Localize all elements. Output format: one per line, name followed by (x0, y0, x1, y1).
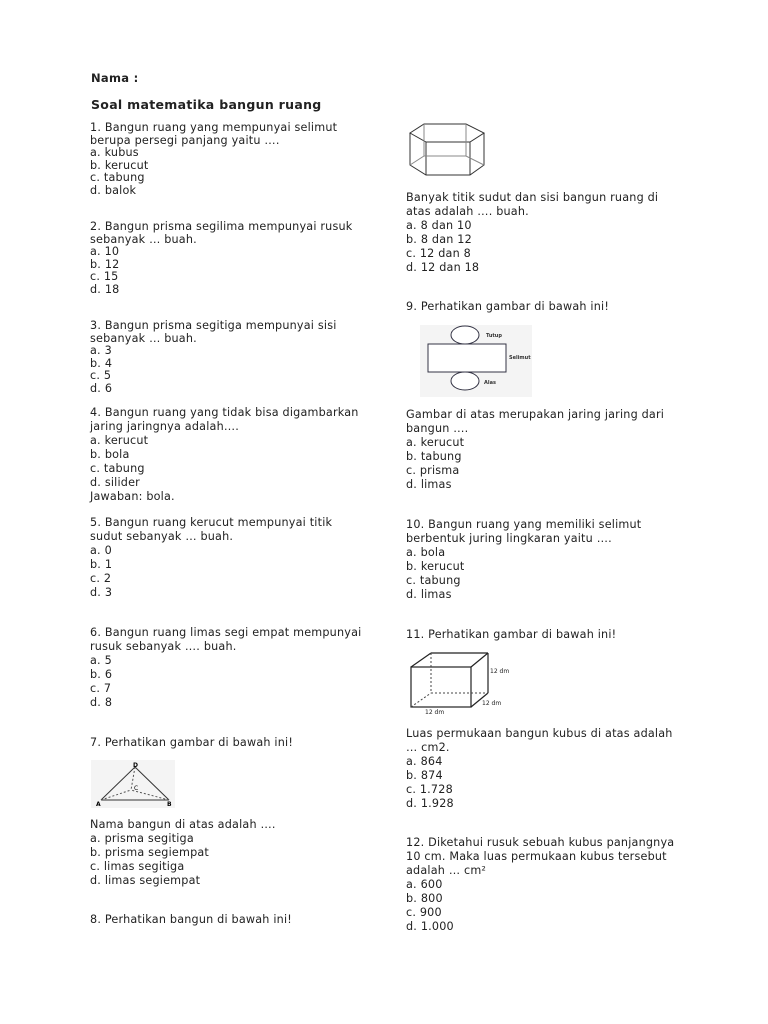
hexagonal-prism-figure (406, 120, 490, 180)
label-tutup: Tutup (486, 333, 502, 339)
option-b: b. 4 (90, 356, 113, 370)
question-10 (406, 518, 641, 602)
edge (411, 653, 431, 667)
option-b: b. kerucut (90, 158, 149, 172)
question-1 (90, 122, 337, 198)
question-text: … cm2. (406, 741, 450, 754)
option-a: a. kerucut (406, 436, 465, 449)
lateral-rectangle (428, 344, 506, 372)
question-text: 6. Bangun ruang limas segi empat mempunyai (90, 626, 362, 639)
option-d: d. 1.000 (406, 920, 454, 933)
option-c: c. limas segitiga (90, 860, 185, 873)
top-circle (451, 326, 479, 344)
option-d: d. 6 (90, 381, 113, 395)
question-text: sebanyak … buah. (90, 331, 197, 345)
question-text: sebanyak … buah. (90, 232, 197, 246)
cylinder-net-figure (420, 325, 532, 397)
name-label: Nama : (91, 71, 139, 85)
option-c: c. 15 (90, 270, 119, 284)
cube-figure (406, 650, 524, 718)
question-text: 3. Bangun prisma segitiga mempunyai sisi (90, 319, 337, 332)
label-height: 12 dm (490, 668, 510, 675)
label-width: 12 dm (425, 709, 445, 716)
option-b: b. kerucut (406, 560, 465, 573)
question-text: 1. Bangun ruang yang mempunyai selimut (90, 121, 338, 134)
question-text: adalah … cm² (406, 864, 487, 877)
option-a: a. prisma segitiga (90, 832, 194, 845)
option-c: c. 12 dan 8 (406, 247, 471, 260)
option-b: b. 800 (406, 892, 443, 905)
question-text: 4. Bangun ruang yang tidak bisa digambarkan (90, 406, 359, 419)
label-depth: 12 dm (482, 700, 502, 707)
option-c: c. 1.728 (406, 783, 453, 796)
front-face (411, 667, 471, 707)
question-text: Gambar di atas merupakan jaring jaring dari (406, 408, 665, 421)
option-a: a. kerucut (90, 434, 149, 447)
option-a: a. bola (406, 546, 446, 559)
option-b: b. prisma segiempat (90, 846, 210, 859)
question-4 (90, 406, 359, 504)
question-text: berbentuk juring lingkaran yaitu …. (406, 532, 612, 545)
option-d: d. 1.928 (406, 797, 454, 810)
option-b: b. tabung (406, 450, 462, 463)
question-text: sudut sebanyak … buah. (90, 530, 234, 543)
vertex-label-c: C (134, 785, 139, 792)
vertex-label-b: B (167, 801, 172, 808)
question-text: Nama bangun di atas adalah …. (90, 818, 276, 831)
question-12 (406, 836, 674, 934)
option-d: d. silider (90, 476, 140, 489)
question-8-options (406, 191, 658, 275)
question-9-options (406, 408, 664, 492)
question-7 (90, 736, 293, 750)
question-text: 5. Bangun ruang kerucut mempunyai titik (90, 516, 333, 529)
question-text: 10 cm. Maka luas permukaan kubus tersebut (406, 850, 667, 863)
bottom-circle (451, 372, 479, 390)
option-a: a. 8 dan 10 (406, 219, 472, 232)
option-a: a. 0 (90, 544, 112, 557)
option-a: a. 5 (90, 654, 112, 667)
question-text: 2. Bangun prisma segilima mempunyai rusuk (90, 220, 353, 233)
option-d: d. 3 (90, 586, 113, 599)
option-a: a. 3 (90, 344, 112, 358)
option-c: c. tabung (90, 462, 145, 475)
question-text: 12. Diketahui rusuk sebuah kubus panjangnya (406, 836, 675, 849)
question-text: 8. Perhatikan bangun di bawah ini! (90, 913, 292, 926)
label-alas: Alas (484, 380, 496, 386)
top-face (410, 124, 484, 142)
question-text: berupa persegi panjang yaitu …. (90, 133, 280, 147)
question-9 (406, 300, 609, 314)
question-text: rusuk sebanyak …. buah. (90, 640, 237, 653)
option-b: b. bola (90, 448, 130, 461)
question-6 (90, 626, 361, 710)
answer-text: Jawaban: bola. (90, 490, 175, 503)
question-11-options (406, 727, 673, 811)
question-text: 10. Bangun ruang yang memiliki selimut (406, 518, 642, 531)
option-a: a. 600 (406, 878, 443, 891)
option-c: c. tabung (90, 171, 145, 185)
option-c: c. 5 (90, 369, 112, 383)
question-text: 7. Perhatikan gambar di bawah ini! (90, 736, 294, 749)
option-c: c. 900 (406, 906, 442, 919)
question-text: 9. Perhatikan gambar di bawah ini! (406, 300, 610, 313)
option-d: d. limas (406, 588, 452, 601)
option-a: a. 10 (90, 245, 120, 259)
option-d: d. balok (90, 183, 137, 197)
question-text: 11. Perhatikan gambar di bawah ini! (406, 628, 617, 641)
option-b: b. 6 (90, 668, 113, 681)
question-text: bangun …. (406, 422, 469, 435)
option-b: b. 1 (90, 558, 113, 571)
question-text: Banyak titik sudut dan sisi bangun ruang di (406, 191, 659, 204)
triangular-pyramid-figure (91, 760, 175, 808)
question-5 (90, 516, 332, 600)
option-c: c. 7 (90, 682, 112, 695)
hidden-edge (411, 693, 431, 707)
vertex-label-d: D (133, 762, 138, 769)
question-text: atas adalah …. buah. (406, 205, 529, 218)
label-selimut: Selimut (509, 355, 531, 361)
option-d: d. limas (406, 478, 452, 491)
question-8 (90, 913, 292, 927)
option-d: d. limas segiempat (90, 874, 201, 887)
question-3 (90, 320, 337, 396)
option-b: b. 8 dan 12 (406, 233, 472, 246)
page-title: Soal matematika bangun ruang (91, 97, 322, 112)
question-2 (90, 221, 352, 297)
option-a: a. kubus (90, 146, 139, 160)
option-d: d. 8 (90, 696, 113, 709)
question-7-options (90, 818, 276, 888)
option-c: c. tabung (406, 574, 461, 587)
vertex-label-a: A (96, 801, 101, 808)
option-b: b. 874 (406, 769, 443, 782)
question-text: jaring jaringnya adalah…. (90, 420, 240, 433)
question-text: Luas permukaan bangun kubus di atas adalah (406, 727, 673, 740)
edge (471, 653, 488, 667)
option-a: a. 864 (406, 755, 443, 768)
option-d: d. 12 dan 18 (406, 261, 480, 274)
option-b: b. 12 (90, 257, 120, 271)
hidden-bottom-edges (410, 156, 484, 165)
option-c: c. prisma (406, 464, 460, 477)
option-d: d. 18 (90, 282, 120, 296)
option-c: c. 2 (90, 572, 112, 585)
question-11 (406, 628, 616, 642)
